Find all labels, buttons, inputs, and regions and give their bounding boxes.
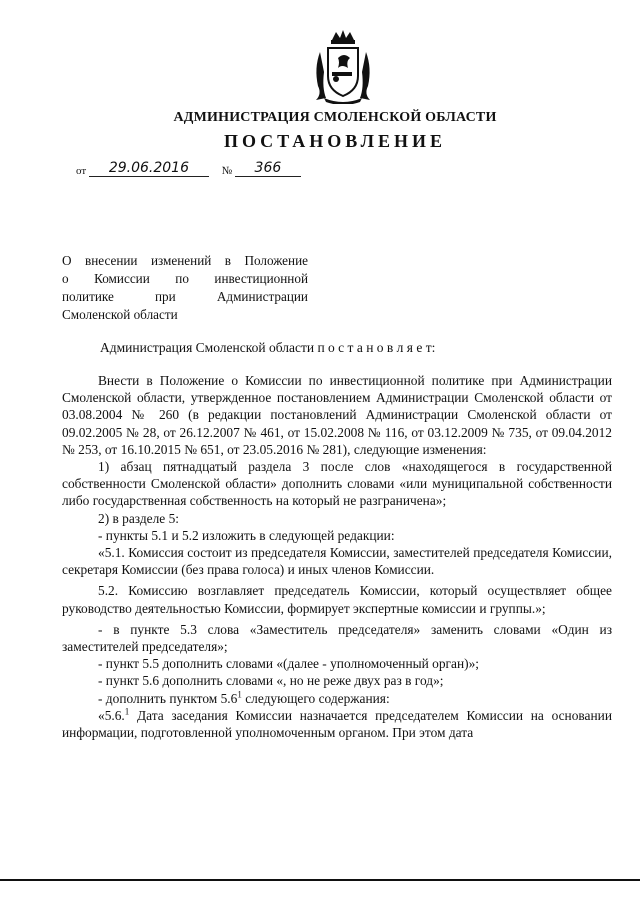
body-paragraph: Внести в Положение о Комиссии по инвестиционной политике при Администрации Смоленской области, утвержденное постановлением Администрации Смоленской области от 03.08.2004 № 260 (в редакции постановлений Администрации Смоленской области от 09.02.2005 № 28, от 26.12.2007 № 461, от 15.02.2008 № 116, от 03.12.2009 № 735, от 09.04.2012 № 253, от 16.10.2015 № 651, от 23.05.2016 № 281), следующие изменения:: [62, 373, 612, 457]
body-paragraph: - пункт 5.6 дополнить словами «, но не реже двух раз в год»;: [98, 673, 444, 689]
body-paragraph: «5.6.$^1$ Дата заседания Комиссии назначается председателем Комиссии на основании информации, подготовленной уполномоченным органом. При этом дата: [62, 706, 612, 741]
handwritten-number: 366: [235, 160, 301, 177]
subject-line: Смоленской области: [62, 307, 178, 322]
decree-statement: Администрация Смоленской области п о с т а н о в л я е т:: [100, 340, 436, 355]
body-paragraph: 1) абзац пятнадцатый раздела 3 после слов «находящегося в государственной собственности Смоленской области» дополнить словами «или муниципальной собственности либо государственная собственность на который не разграничена»;: [62, 459, 612, 509]
date-from-label: от: [76, 165, 87, 177]
document-type-title: ПОСТАНОВЛЕНИЕ: [223, 131, 447, 151]
page-bottom-rule: [0, 879, 640, 881]
subject-line: о Комиссии по инвестиционной: [62, 271, 308, 286]
handwritten-date: 29.06.2016: [89, 160, 209, 177]
body-paragraph: 2) в разделе 5:: [98, 510, 180, 526]
body-paragraph: - дополнить пунктом $5.6^1$ следующего содержания:: [98, 689, 390, 706]
date-number-line: [76, 160, 301, 180]
subject-line: О внесении изменений в Положение: [62, 253, 308, 268]
document-body: [62, 372, 612, 741]
body-paragraph: - пункты 5.1 и 5.2 изложить в следующей редакции:: [98, 527, 395, 543]
body-paragraph: - в пункте 5.3 слова «Заместитель председателя» заменить словами «Один из заместителей председателя»;: [62, 621, 612, 655]
number-label: №: [221, 165, 233, 177]
coat-of-arms-icon: [310, 28, 376, 104]
body-paragraph: - пункт 5.5 дополнить словами «(далее - уполномоченный орган)»;: [98, 656, 479, 672]
body-paragraph: «5.1. Комиссия состоит из председателя Комиссии, заместителей председателя Комиссии, секретаря Комиссии (без права голоса) и иных членов Комиссии.: [62, 545, 612, 578]
organization-name: АДМИНИСТРАЦИЯ СМОЛЕНСКОЙ ОБЛАСТИ: [173, 110, 497, 125]
body-paragraph: 5.2. Комиссию возглавляет председатель Комиссии, который осуществляет общее руководство деятельностью Комиссии, формирует экспертные комиссии и группы.»;: [62, 583, 612, 616]
subject-line: политике при Администрации: [62, 289, 308, 304]
document-subject: [62, 252, 308, 324]
